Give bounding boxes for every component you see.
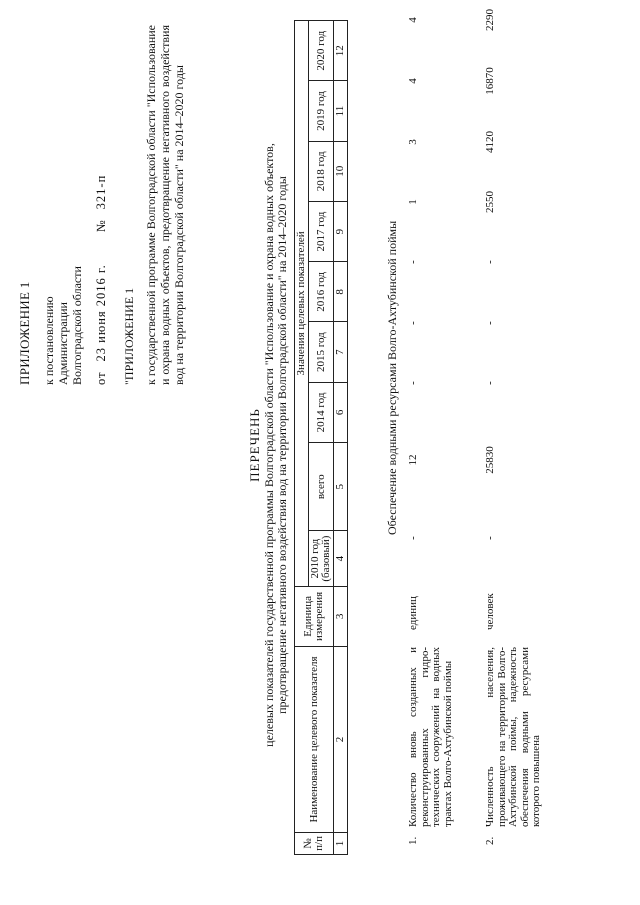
row-indicator-name: Численность населения, проживающего на территории Волго-Ахтубинской поймы, надежность обеспечения водными ресурсами которого повышена <box>484 647 542 827</box>
header-number: № п/п <box>295 832 334 854</box>
header-year: 2020 год <box>309 21 334 81</box>
row-base-value: - <box>484 536 496 540</box>
row-year-value: 1 <box>407 199 419 205</box>
row-total-value: 12 <box>407 454 419 466</box>
column-number: 9 <box>334 201 348 261</box>
row-unit: человек <box>484 593 496 630</box>
row-year-value: 3 <box>407 139 419 145</box>
number-value: 321-п <box>94 174 108 210</box>
row-year-value: - <box>484 321 496 325</box>
table-header-row <box>295 21 309 855</box>
date-value: 23 июня 2016 г. <box>94 264 108 362</box>
indicators-table <box>294 20 348 855</box>
document-heading: ПЕРЕЧЕНЬ <box>247 408 262 482</box>
row-year-value: - <box>484 381 496 385</box>
column-number: 11 <box>334 81 348 141</box>
appendix-line: к постановлению <box>42 296 56 385</box>
header-base-year: 2010 год (базовый) <box>309 531 334 586</box>
number-sign: № <box>94 219 108 233</box>
row-year-value: 4120 <box>484 131 496 153</box>
row-year-value: 4 <box>407 78 419 84</box>
header-year: 2018 год <box>309 141 334 201</box>
appendix-date-line <box>94 25 108 385</box>
row-year-value: 2550 <box>484 191 496 213</box>
date-prefix: от <box>94 371 108 385</box>
header-unit: Единица измерения <box>295 586 334 646</box>
row-indicator-name: Количество вновь созданных и реконструированных гидро-технических сооружений на водных трактах Волго-Ахтубинской поймы <box>407 647 454 827</box>
row-number: 2. <box>484 836 496 845</box>
appendix-block <box>18 25 186 385</box>
row-total-value: 25830 <box>484 446 496 474</box>
row-year-value: 16870 <box>484 67 496 95</box>
appendix-line: Волгоградской области <box>70 266 84 385</box>
header-values: Значения целевых показателей <box>295 21 309 587</box>
column-number: 3 <box>334 586 348 646</box>
document-title-line: целевых показателей государственной программы Волгоградской области "Использование и охрана водных объектов, <box>262 143 276 747</box>
header-year: 2014 год <box>309 382 334 442</box>
column-number: 6 <box>334 382 348 442</box>
row-year-value: 2290 <box>484 9 496 31</box>
column-number: 1 <box>334 832 348 854</box>
document-title-line: предотвращение негативного воздействия вод на территории Волгоградской области" на 2014–2020 годы <box>275 176 289 714</box>
column-number: 12 <box>334 21 348 81</box>
row-year-value: - <box>484 260 496 264</box>
row-year-value: 4 <box>407 17 419 23</box>
row-year-value: - <box>407 321 419 325</box>
header-indicator-name: Наименование целевого показателя <box>295 647 334 833</box>
column-number: 10 <box>334 141 348 201</box>
column-number-row <box>334 21 348 855</box>
row-base-value: - <box>407 536 419 540</box>
column-number: 5 <box>334 443 348 531</box>
header-year: 2017 год <box>309 201 334 261</box>
header-year: 2016 год <box>309 262 334 322</box>
column-number: 7 <box>334 322 348 382</box>
header-year: 2015 год <box>309 322 334 382</box>
row-year-value: - <box>407 260 419 264</box>
document-title <box>248 45 289 845</box>
quoted-appendix-title: "ПРИЛОЖЕНИЕ 1 <box>122 287 136 385</box>
appendix-title: ПРИЛОЖЕНИЕ 1 <box>17 281 32 385</box>
column-number: 8 <box>334 262 348 322</box>
header-year: 2019 год <box>309 81 334 141</box>
header-total: всего <box>309 443 334 531</box>
quoted-appendix-text: к государственной программе Волгоградской области "Использование и охрана водных объектов, предотвращение негативного воздействия вод на территории Волгоградской области" на 2014–2020 годы <box>144 25 186 385</box>
section-title: Обеспечение водными ресурсами Волго-Ахтубинской поймы <box>385 220 399 535</box>
column-number: 4 <box>334 531 348 586</box>
row-number: 1. <box>407 836 419 845</box>
row-year-value: - <box>407 381 419 385</box>
appendix-line: Администрации <box>56 302 70 385</box>
row-unit: единиц <box>407 596 419 630</box>
column-number: 2 <box>334 647 348 833</box>
